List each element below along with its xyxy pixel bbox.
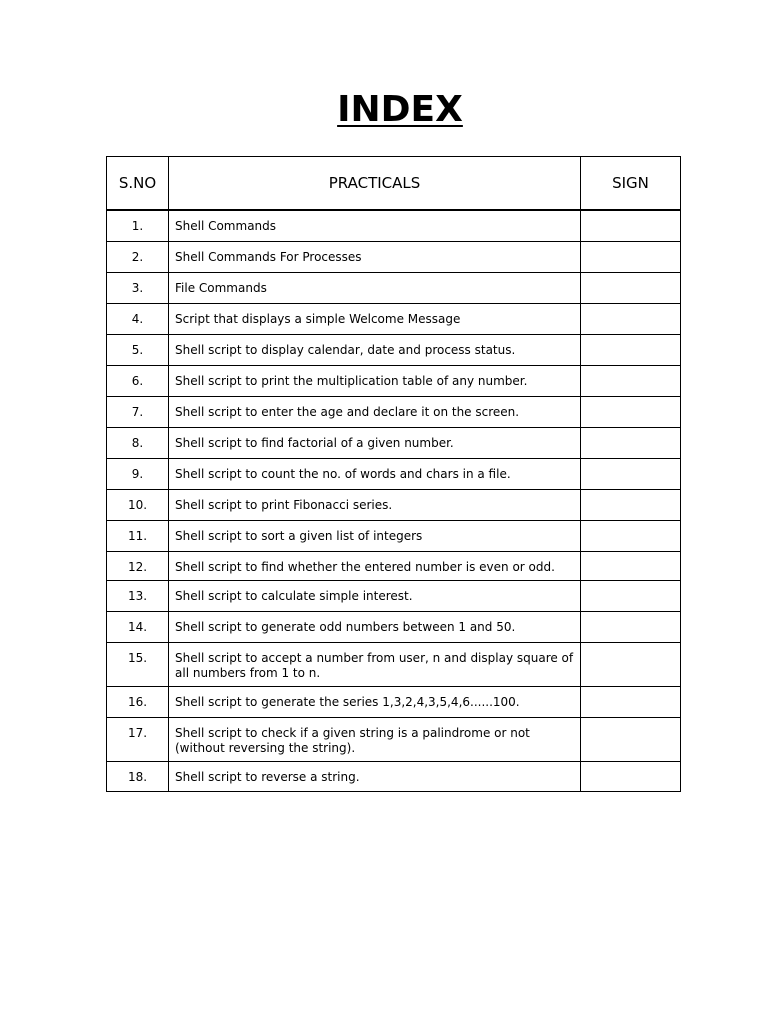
row-sno: 12. — [107, 552, 169, 581]
row-sign-cell — [581, 273, 681, 304]
table-row — [107, 612, 681, 643]
row-practical: Shell script to calculate simple interest. — [169, 581, 581, 612]
row-sno: 17. — [107, 718, 169, 762]
row-sign-cell — [581, 211, 681, 242]
row-sign-cell — [581, 397, 681, 428]
row-sno: 1. — [107, 211, 169, 242]
row-practical: Shell script to display calendar, date and process status. — [169, 335, 581, 366]
row-sno: 5. — [107, 335, 169, 366]
row-sno: 11. — [107, 521, 169, 552]
table-row — [107, 521, 681, 552]
row-sign-cell — [581, 718, 681, 762]
table-row — [107, 762, 681, 792]
table-row — [107, 304, 681, 335]
row-practical: Shell Commands — [169, 211, 581, 242]
row-sno: 13. — [107, 581, 169, 612]
table-row — [107, 643, 681, 687]
row-practical: Shell script to reverse a string. — [169, 762, 581, 792]
row-sno: 2. — [107, 242, 169, 273]
page-title: INDEX — [337, 89, 463, 130]
row-sno: 4. — [107, 304, 169, 335]
row-sign-cell — [581, 366, 681, 397]
row-sno: 9. — [107, 459, 169, 490]
row-sign-cell — [581, 242, 681, 273]
row-sign-cell — [581, 428, 681, 459]
row-practical: Shell script to generate odd numbers between 1 and 50. — [169, 612, 581, 643]
table-row — [107, 552, 681, 581]
header-row — [107, 157, 681, 210]
table-row — [107, 335, 681, 366]
row-sign-cell — [581, 612, 681, 643]
table-row — [107, 581, 681, 612]
header-practicals: PRACTICALS — [169, 157, 581, 210]
table-row — [107, 490, 681, 521]
row-sign-cell — [581, 335, 681, 366]
row-sno: 7. — [107, 397, 169, 428]
row-sno: 14. — [107, 612, 169, 643]
row-practical: Shell script to enter the age and declare it on the screen. — [169, 397, 581, 428]
row-practical: Shell script to find whether the entered number is even or odd. — [169, 552, 581, 581]
row-practical: Shell script to check if a given string is a palindrome or not (without reversing the string). — [169, 718, 581, 762]
row-sno: 8. — [107, 428, 169, 459]
row-practical: File Commands — [169, 273, 581, 304]
table-row — [107, 428, 681, 459]
table-row — [107, 397, 681, 428]
row-practical: Shell script to sort a given list of integers — [169, 521, 581, 552]
row-sno: 15. — [107, 643, 169, 687]
table-row — [107, 273, 681, 304]
header-sign: SIGN — [581, 157, 681, 210]
table-row — [107, 242, 681, 273]
row-sign-cell — [581, 459, 681, 490]
table-header — [107, 157, 681, 210]
row-sign-cell — [581, 643, 681, 687]
table-row — [107, 687, 681, 718]
row-practical: Shell script to count the no. of words and chars in a file. — [169, 459, 581, 490]
table-row — [107, 366, 681, 397]
row-practical: Shell script to print the multiplication table of any number. — [169, 366, 581, 397]
table-row — [107, 459, 681, 490]
row-sign-cell — [581, 490, 681, 521]
header-sno: S.NO — [107, 157, 169, 210]
row-sign-cell — [581, 521, 681, 552]
row-practical: Shell script to find factorial of a given number. — [169, 428, 581, 459]
row-sno: 16. — [107, 687, 169, 718]
table-row — [107, 211, 681, 242]
row-practical: Shell Commands For Processes — [169, 242, 581, 273]
row-sign-cell — [581, 687, 681, 718]
index-table — [106, 156, 681, 792]
row-practical: Shell script to accept a number from user, n and display square of all numbers from 1 to n. — [169, 643, 581, 687]
row-practical: Script that displays a simple Welcome Message — [169, 304, 581, 335]
row-sno: 6. — [107, 366, 169, 397]
table-row — [107, 718, 681, 762]
row-sign-cell — [581, 552, 681, 581]
table-body — [107, 210, 681, 792]
row-sign-cell — [581, 581, 681, 612]
row-sno: 10. — [107, 490, 169, 521]
row-practical: Shell script to generate the series 1,3,2,4,3,5,4,6......100. — [169, 687, 581, 718]
row-sign-cell — [581, 304, 681, 335]
row-sign-cell — [581, 762, 681, 792]
row-sno: 3. — [107, 273, 169, 304]
row-sno: 18. — [107, 762, 169, 792]
row-practical: Shell script to print Fibonacci series. — [169, 490, 581, 521]
